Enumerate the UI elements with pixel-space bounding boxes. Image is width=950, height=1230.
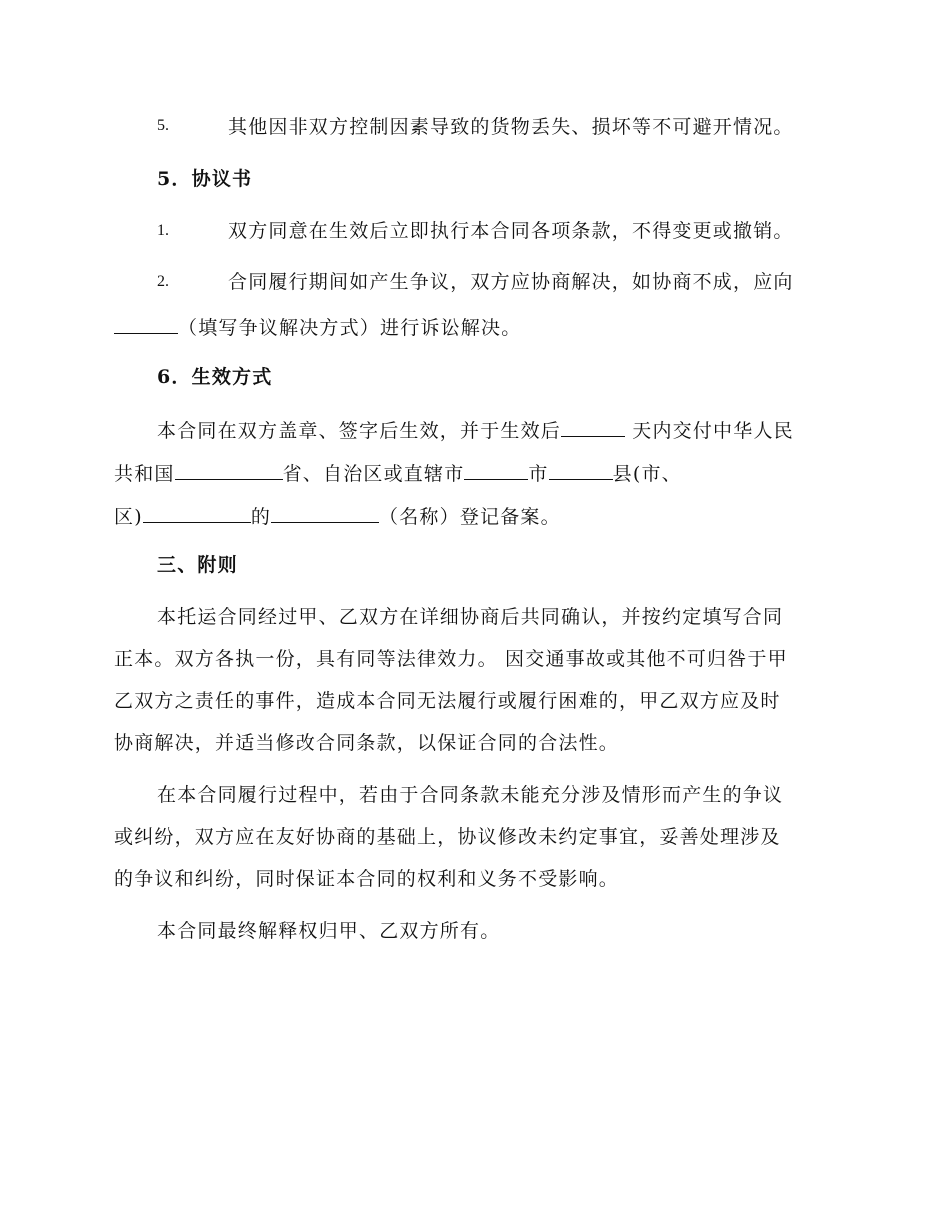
text-span: （填写争议解决方式）进行诉讼解决。 xyxy=(178,317,522,339)
fill-in-blank xyxy=(114,313,178,334)
text-span: 的 xyxy=(250,506,272,528)
paragraph-line: 本托运合同经过甲、乙双方在详细协商后共同确认，并按约定填写合同 xyxy=(157,606,784,628)
paragraph-line: 协商解决，并适当修改合同条款，以保证合同的合法性。 xyxy=(114,732,620,754)
text-span: 市 xyxy=(528,463,549,485)
paragraph-line: 本合同最终解释权归甲、乙双方所有。 xyxy=(157,920,501,942)
text-span: 天内交付中华人民 xyxy=(625,420,794,442)
paragraph-line: 乙双方之责任的事件，造成本合同无法履行或履行困难的，甲乙双方应及时 xyxy=(114,690,781,712)
text-span: 省、自治区或直辖市 xyxy=(282,463,465,485)
text-span: （名称）登记备案。 xyxy=(379,506,561,528)
paragraph-line xyxy=(114,459,838,487)
paragraph-line xyxy=(157,416,881,444)
text-span: 本合同在双方盖章、签字后生效，并于生效后 xyxy=(157,420,562,442)
list-item-text: 合同履行期间如产生争议，双方应协商解决，如协商不成，应向 xyxy=(228,271,794,293)
paragraph-line: 或纠纷，双方应在友好协商的基础上，协议修改未约定事宜，妥善处理涉及 xyxy=(114,826,781,848)
fill-in-blank xyxy=(175,459,283,480)
list-number: 2. xyxy=(157,273,169,290)
list-item-text: 其他因非双方控制因素导致的货物丢失、损坏等不可避开情况。 xyxy=(228,116,794,138)
paragraph-line: 在本合同履行过程中，若由于合同条款未能充分涉及情形而产生的争议 xyxy=(157,784,784,806)
paragraph-line: 的争议和纠纷，同时保证本合同的权利和义务不受影响。 xyxy=(114,868,620,890)
section-heading-agreement: 5．协议书 xyxy=(157,168,253,190)
list-item-text-continued xyxy=(114,313,838,341)
section-heading-effect: 6．生效方式 xyxy=(157,366,273,388)
fill-in-blank xyxy=(549,459,613,480)
list-number: 5. xyxy=(157,117,169,134)
list-number: 1. xyxy=(157,222,169,239)
text-span: 区) xyxy=(114,506,143,528)
paragraph-line xyxy=(114,502,838,530)
text-span: 县(市、 xyxy=(612,463,682,485)
fill-in-blank xyxy=(561,416,625,437)
fill-in-blank xyxy=(464,459,528,480)
list-item-text: 双方同意在生效后立即执行本合同各项条款，不得变更或撤销。 xyxy=(228,220,794,242)
fill-in-blank xyxy=(143,502,251,523)
paragraph-line: 正本。双方各执一份，具有同等法律效力。 因交通事故或其他不可归咎于甲 xyxy=(114,648,788,670)
text-span: 共和国 xyxy=(114,463,175,485)
fill-in-blank xyxy=(271,502,379,523)
section-heading-appendix: 三、附则 xyxy=(157,554,238,576)
